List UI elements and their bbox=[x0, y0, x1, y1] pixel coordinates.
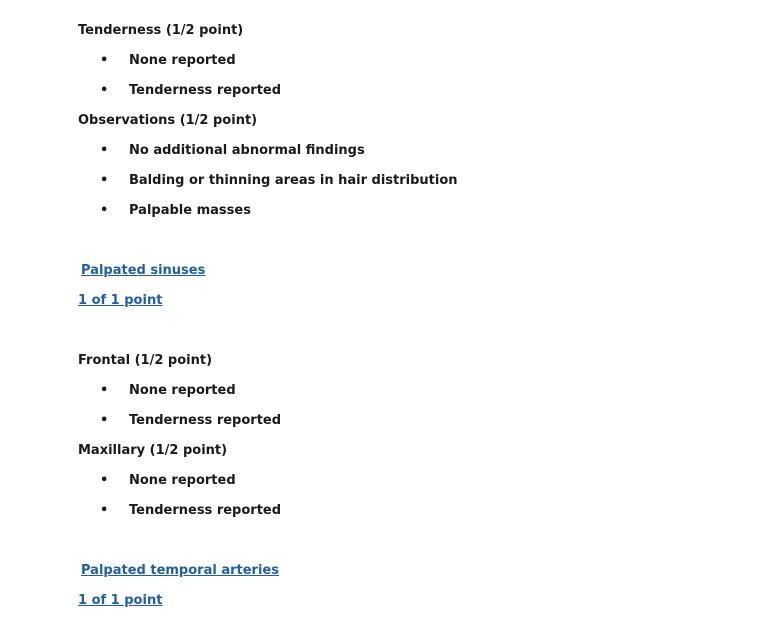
list-item bbox=[100, 406, 281, 436]
list-item bbox=[100, 376, 236, 406]
list-item-label: Tenderness reported bbox=[129, 413, 282, 428]
list-item-label: No additional abnormal findings bbox=[129, 143, 365, 158]
section-heading-frontal: Frontal (1/2 point) bbox=[78, 353, 213, 368]
bullet-icon: • bbox=[100, 83, 109, 98]
bullet-icon: • bbox=[100, 383, 109, 398]
palpated-temporal-arteries-row bbox=[78, 556, 279, 586]
bullet-icon: • bbox=[100, 173, 109, 188]
palpated-temporal-arteries-score-link[interactable]: 1 of 1 point bbox=[78, 593, 163, 608]
palpated-sinuses-row bbox=[78, 256, 205, 286]
bullet-icon: • bbox=[100, 473, 109, 488]
section-heading-tenderness: Tenderness (1/2 point) bbox=[78, 23, 244, 38]
palpated-sinuses-score-row bbox=[78, 286, 162, 316]
list-item bbox=[100, 496, 281, 526]
list-item-label: Tenderness reported bbox=[129, 83, 282, 98]
list-item bbox=[100, 46, 236, 76]
bullet-icon: • bbox=[100, 143, 109, 158]
list-item-label: Tenderness reported bbox=[129, 503, 282, 518]
list-item-label: None reported bbox=[129, 383, 236, 398]
bullet-icon: • bbox=[100, 503, 109, 518]
list-item-label: Palpable masses bbox=[129, 203, 251, 218]
list-item bbox=[100, 196, 251, 226]
palpated-temporal-arteries-link[interactable]: Palpated temporal arteries bbox=[81, 563, 279, 578]
list-item-label: None reported bbox=[129, 473, 236, 488]
palpated-temporal-arteries-score-row bbox=[78, 586, 162, 616]
list-item bbox=[100, 166, 458, 196]
bullet-icon: • bbox=[100, 53, 109, 68]
list-item-label: None reported bbox=[129, 53, 236, 68]
list-item bbox=[100, 136, 365, 166]
palpated-sinuses-link[interactable]: Palpated sinuses bbox=[81, 263, 206, 278]
list-item bbox=[100, 76, 281, 106]
list-item bbox=[100, 466, 236, 496]
section-heading-observations: Observations (1/2 point) bbox=[78, 113, 258, 128]
list-item-label: Balding or thinning areas in hair distribution bbox=[129, 173, 458, 188]
bullet-icon: • bbox=[100, 203, 109, 218]
bullet-icon: • bbox=[100, 413, 109, 428]
palpated-sinuses-score-link[interactable]: 1 of 1 point bbox=[78, 293, 163, 308]
section-heading-maxillary: Maxillary (1/2 point) bbox=[78, 443, 228, 458]
